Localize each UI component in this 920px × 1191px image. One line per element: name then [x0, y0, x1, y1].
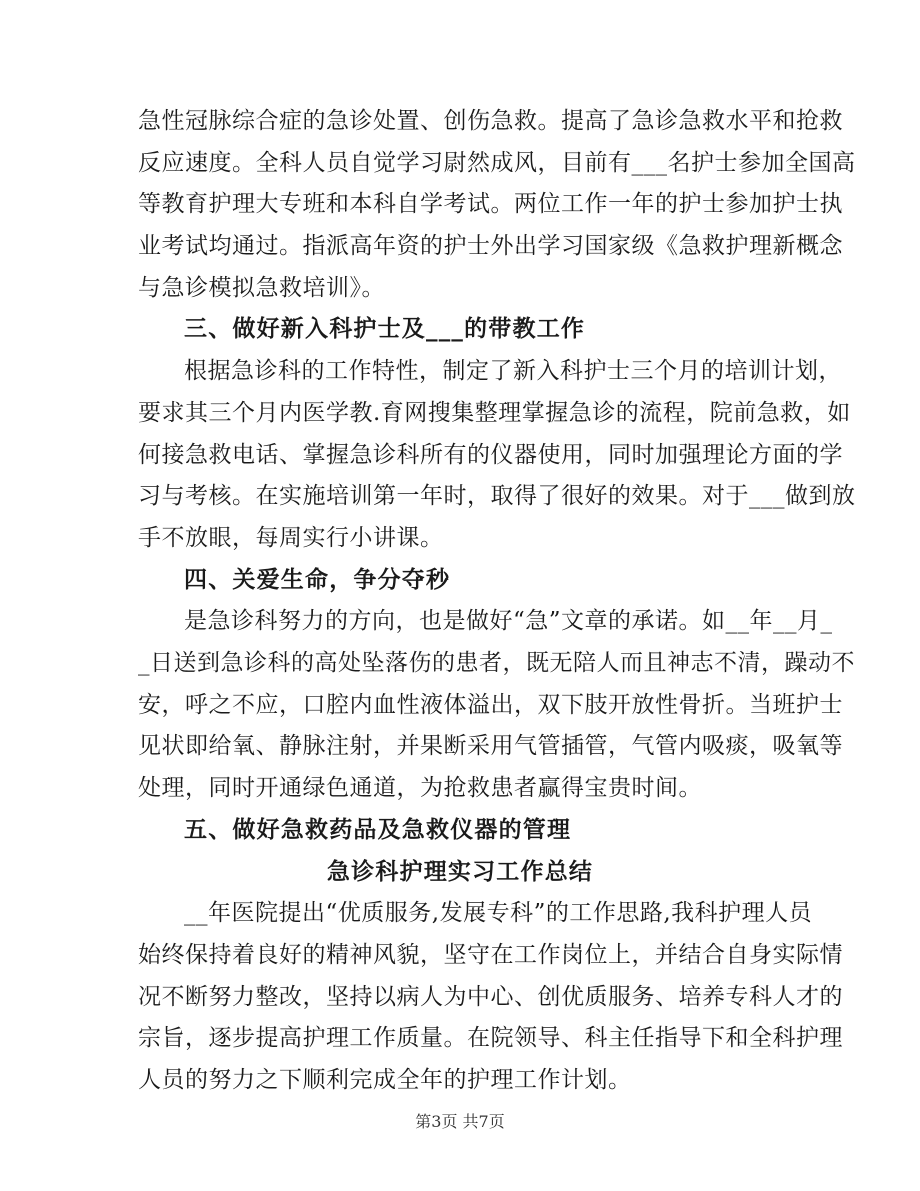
page-number: 第3页 共7页 — [415, 1112, 505, 1131]
paragraph-line: 处理，同时开通绿色通道，为抢救患者赢得宝贵时间。 — [138, 775, 702, 802]
paragraph-line: 反应速度。全科人员自觉学习尉然成风，目前有___名护士参加全国高 — [138, 149, 856, 176]
paragraph-line: 急性冠脉综合症的急诊处置、创伤急救。提高了急诊急救水平和抢救 — [138, 108, 843, 134]
paragraph-line: 等教育护理大专班和本科自学考试。两位工作一年的护士参加护士执 — [138, 191, 843, 218]
paragraph-line: 安，呼之不应，口腔内血性液体溢出，双下肢开放性骨折。当班护士 — [138, 691, 843, 718]
section-heading: 三、做好新入科护士及___的带教工作 — [184, 315, 586, 343]
paragraph-line: 宗旨，逐步提高护理工作质量。在院领导、科主任指导下和全科护理 — [138, 1025, 843, 1052]
paragraph-line: 手不放眼，每周实行小讲课。 — [138, 524, 444, 551]
paragraph-line: _日送到急诊科的高处坠落伤的患者，既无陪人而且神志不清，躁动不 — [138, 650, 855, 677]
paragraph-line: 况不断努力整改，坚持以病人为中心、创优质服务、培养专科人才的 — [138, 983, 843, 1010]
section-heading: 五、做好急救药品及急救仪器的管理 — [184, 815, 572, 843]
paragraph-line: 见状即给氧、静脉注射，并果断采用气管插管，气管内吸痰，吸氧等 — [138, 733, 843, 760]
paragraph-line: __年医院提出“优质服务,发展专科”的工作思路,我科护理人员 — [184, 900, 813, 927]
document-title: 急诊科护理实习工作总结 — [326, 857, 594, 885]
paragraph-line: 要求其三个月内医学教.育网搜集整理掌握急诊的流程，院前急救，如 — [138, 399, 851, 426]
paragraph-line: 与急诊模拟急救培训》。 — [138, 274, 385, 301]
paragraph-line: 习与考核。在实施培训第一年时，取得了很好的效果。对于___做到放 — [138, 483, 856, 510]
paragraph-line: 业考试均通过。指派高年资的护士外出学习国家级《急救护理新概念 — [138, 233, 843, 260]
paragraph-line: 是急诊科努力的方向，也是做好“急”文章的承诺。如__年__月_ — [184, 608, 833, 635]
paragraph-line: 何接急救电话、掌握急诊科所有的仪器使用，同时加强理论方面的学 — [138, 441, 843, 468]
paragraph-line: 始终保持着良好的精神风貌，坚守在工作岗位上，并结合自身实际情 — [138, 941, 843, 968]
paragraph-line: 人员的努力之下顺利完成全年的护理工作计划。 — [138, 1067, 632, 1093]
section-heading: 四、关爱生命，争分夺秒 — [184, 565, 451, 593]
paragraph-line: 根据急诊科的工作特性，制定了新入科护士三个月的培训计划， — [184, 358, 842, 385]
